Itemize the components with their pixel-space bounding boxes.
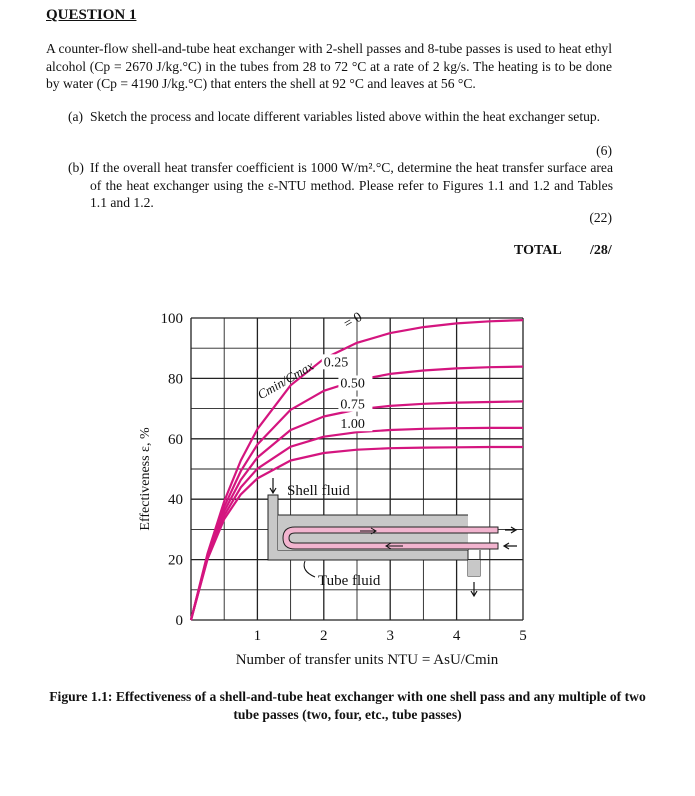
shell-outlet-arrow-icon [471,582,477,596]
total-label: TOTAL [514,243,562,258]
shell-outlet-fill [468,560,480,576]
tube-inlet-arrow-icon [504,543,517,549]
part-a-text: Sketch the process and locate different variables listed above within the heat exchanger setup. [90,109,601,124]
tube-fluid-label: Tube fluid [318,573,381,589]
chart-series-labels [322,310,373,432]
figure-caption: Figure 1.1: Effectiveness of a shell-and-tube heat exchanger with one shell pass and any multiple of two tube passes (two, four, etc., tube passes) [49,689,646,722]
question-intro: A counter-flow shell-and-tube heat exchanger with 2-shell passes and 8-tube passes is used to heat ethyl alcohol (Cp = 2670 J/kg.°C) in the tubes from 28 to 72 °C at a rate of 2 kg/s. The heating is to be done by water (Cp = 4190 J/kg.°C) that enters the shell at 92 °C and leaves at 56 °C. [46,41,612,92]
question-heading: QUESTION 1 [46,7,137,23]
y-tick-label: 80 [168,371,183,388]
x-tick-label: 5 [519,628,527,644]
series-label: 0.25 [323,355,349,371]
part-b [68,159,613,213]
shell-inlet-arrow-icon [270,478,276,493]
x-tick-label: 4 [452,628,461,644]
series-label: 0.75 [340,397,365,413]
effectiveness-chart [125,295,545,675]
curve-param-label: Cmin/Cmax [254,358,317,403]
x-tick-label: 1 [253,628,262,644]
tube-fluid-leader [304,561,315,577]
part-b-label: (b) [68,160,84,175]
y-tick-label: 60 [168,431,183,448]
part-a-label: (a) [68,109,84,124]
y-tick-label: 100 [160,311,183,327]
series-label: 0.50 [340,376,365,392]
total-value: /28/ [590,243,612,258]
y-tick-label: 20 [168,552,183,569]
part-b-text: If the overall heat transfer coefficient is 1000 W/m².°C, determine the heat transfer surface area of the heat exchanger using the ε-NTU method. Please refer to Figures 1.1 and 1.2 and Tables 1.1 and 1.2. [90,160,613,211]
y-axis-label: Effectiveness ε, % [138,427,153,531]
part-a-marks: (6) [596,143,612,158]
part-a [68,108,613,144]
x-tick-label: 2 [320,628,328,644]
y-tick-label: 40 [168,492,183,509]
series-label: = 0 [341,309,365,333]
heat-exchanger-inset [268,478,517,596]
shell-fluid-label: Shell fluid [287,483,350,499]
part-b-marks: (22) [589,210,612,225]
x-tick-label: 3 [386,628,394,644]
y-tick-label: 0 [175,613,183,629]
x-axis-label: Number of transfer units NTU = AsU/Cmin [235,652,499,668]
series-label: 1.00 [340,417,365,433]
tube-outlet-arrow-icon [505,527,516,533]
